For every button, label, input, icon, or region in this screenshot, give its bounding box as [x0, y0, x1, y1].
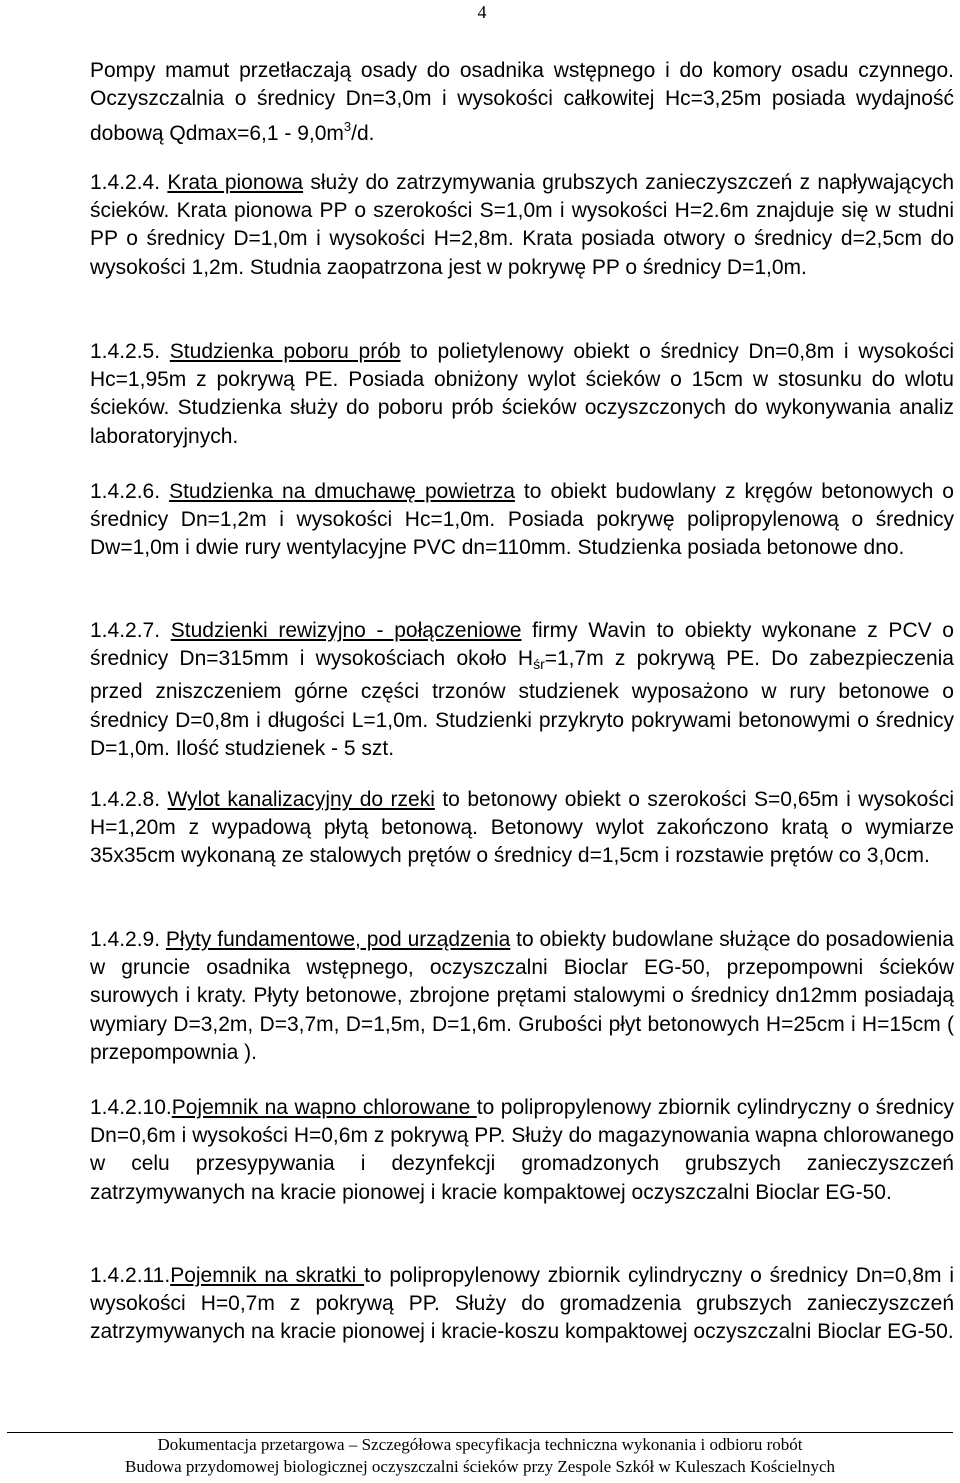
section-1-4-2-7 [90, 617, 954, 763]
footer-line-2: Budowa przydomowej biologicznej oczyszczalni ścieków przy Zespole Szkół w Kuleszach Kościelnych [125, 1457, 835, 1476]
footer-divider [7, 1432, 953, 1433]
section-body: to obiekt budowlany z kręgów betonowych o średnicy Dn=1,2m i wysokości Hc=1,0m. Posiada pokrywę polipropylenową o średnicy Dw=1,0m i dwie rury wentylacyjne PVC dn=110mm. Studzienka posiada betonowe dno. [90, 480, 954, 560]
section-title: Płyty fundamentowe, pod urządzenia [165, 928, 511, 951]
section-title: Studzienki rewizyjno - połączeniowe [170, 619, 522, 642]
section-title: Krata pionowa [167, 171, 304, 194]
superscript: 3 [343, 119, 352, 135]
section-1-4-2-10 [90, 1094, 954, 1207]
section-number: 1.4.2.11. [90, 1264, 171, 1287]
subscript: śr [533, 656, 545, 673]
section-title: Wylot kanalizacyjny do rzeki [167, 788, 435, 811]
section-title: Pojemnik na skratki [170, 1264, 365, 1287]
section-body: to polietylenowy obiekt o średnicy Dn=0,8m i wysokości Hc=1,95m z pokrywą PE. Posiada obniżony wylot ścieków o 15cm w stosunku do wlotu ścieków. Studzienka służy do poboru prób ścieków oczyszczonych do wykonywania analiz laboratoryjnych. [90, 340, 955, 448]
section-body: to polipropylenowy zbiornik cylindryczny o średnicy Dn=0,8m i wysokości H=0,7m z pokrywą PP. Służy do gromadzenia grubszych zanieczyszczeń zatrzymywanych na kracie pionowej i kracie-koszu kompaktowej oczyszczalni Bioclar EG-50. [90, 1264, 954, 1344]
section-1-4-2-11 [90, 1262, 954, 1347]
section-number: 1.4.2.4. [90, 171, 161, 194]
page-number: 4 [477, 2, 487, 22]
section-number: 1.4.2.10. [90, 1096, 172, 1119]
section-body: to obiekty budowlane służące do posadowienia w gruncie osadnika wstępnego, oczyszczalni Bioclar EG-50, przepompowni ścieków surowych i kraty. Płyty betonowe, zbrojone prętami stalowymi o średnicy dn12mm posiadają wymiary D=3,2m, D=3,7m, D=1,5m, D=1,6m. Grubości płyt betonowych H=25cm i H=15cm ( przepompownia ). [90, 928, 954, 1064]
section-body: to polipropylenowy zbiornik cylindryczny o średnicy Dn=0,6m i wysokości H=0,6m z pokrywą PP. Służy do magazynowania wapna chlorowanego w celu przesypywania i dezynfekcji gromadzonych grubszych zanieczyszczeń zatrzymywanych na kracie pionowej i kracie kompaktowej oczyszczalni Bioclar EG-50. [90, 1096, 954, 1204]
section-1-4-2-6 [90, 478, 954, 563]
section-1-4-2-4 [90, 169, 954, 282]
section-number: 1.4.2.6. [90, 480, 161, 503]
section-title: Studzienka na dmuchawę powietrza [169, 480, 515, 503]
section-number: 1.4.2.9. [90, 928, 161, 951]
section-title: Pojemnik na wapno chlorowane [171, 1096, 477, 1119]
section-1-4-2-8 [90, 786, 954, 871]
section-body: służy do zatrzymywania grubszych zanieczyszczeń z napływających ścieków. Krata pionowa PP o szerokości S=1,0m i wysokości H=2.6m znajduje się w studni PP o średnicy D=1,0m i wysokości H=2,8m. Krata posiada otwory o średnicy d=2,5cm do wysokości 1,2m. Studnia zaopatrzona jest w pokrywę PP o średnicy D=1,0m. [90, 171, 954, 279]
footer-line-1: Dokumentacja przetargowa – Szczegółowa specyfikacja techniczna wykonania i odbioru robót [157, 1435, 803, 1454]
intro-text: Pompy mamut przetłaczają osady do osadnika wstępnego i do komory osadu czynnego. Oczyszczalnia o średnicy Dn=3,0m i wysokości całkowitej Hc=3,25m posiada wydajność dobową Qdmax=6,1 - 9,0m [90, 59, 954, 146]
section-title: Studzienka poboru prób [169, 340, 401, 363]
section-number: 1.4.2.8. [90, 788, 161, 811]
section-1-4-2-9 [90, 926, 954, 1067]
section-number: 1.4.2.5. [90, 340, 161, 363]
section-body: to betonowy obiekt o szerokości S=0,65m i wysokości H=1,20m z wypadową płytą betonową. Betonowy wylot zakończono kratą o wymiarze 35x35cm wykonaną ze stalowych prętów o średnicy d=1,5cm i rozstawie prętów co 3,0cm. [90, 788, 954, 868]
intro-text-end: /d. [351, 122, 375, 146]
section-number: 1.4.2.7. [90, 619, 161, 642]
section-1-4-2-5 [90, 338, 954, 451]
section-body: firmy Wavin to obiekty wykonane z PCV o średnicy Dn=315mm i wysokościach około H [90, 619, 954, 671]
section-body-end: =1,7m z pokrywą PE. Do zabezpieczenia przed zniszczeniem górne części trzonów studzienek wyposażono w rury betonowe o średnicy D=0,8m i długości L=1,0m. Studzienki przykryto pokrywami betonowymi o średnicy D=1,0m. Ilość studzienek - 5 szt. [90, 647, 954, 760]
intro-paragraph [90, 57, 954, 149]
